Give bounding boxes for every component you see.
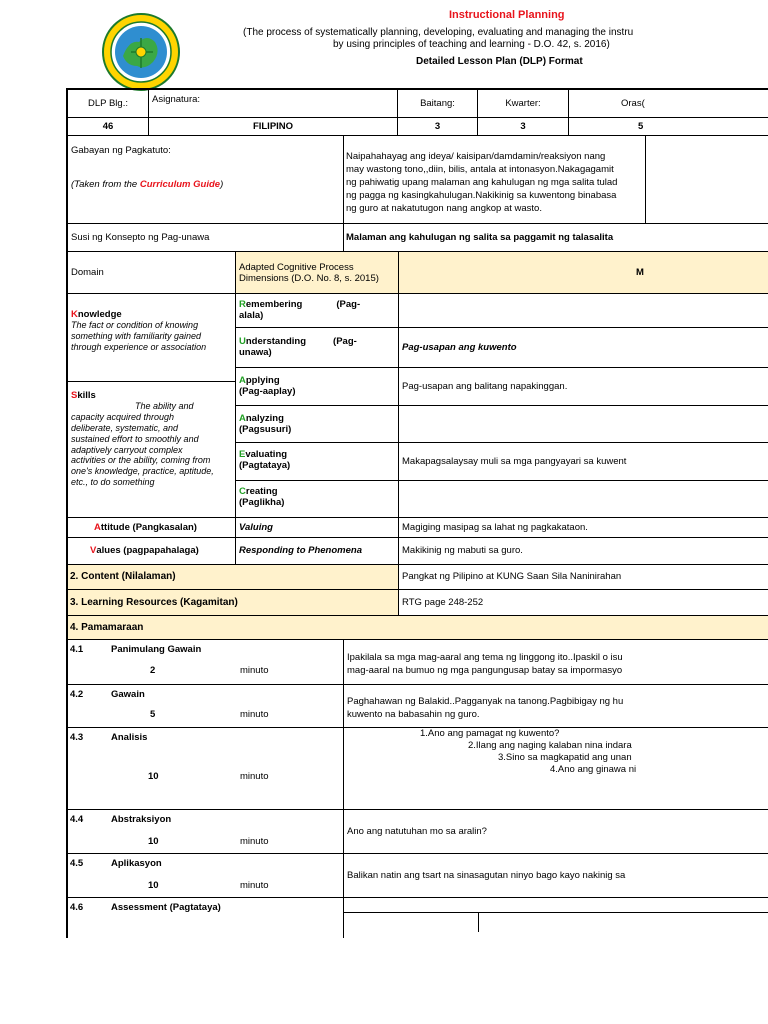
competency-label: Gabayan ng Pagkatuto:	[71, 145, 171, 156]
key-concept-value: Malaman ang kahulugan ng salita sa paggamit ng talasalita	[344, 224, 768, 252]
understanding-objective: Pag-usapan ang kuwento	[399, 328, 768, 368]
skills-domain: Skills The ability and capacity acquired through deliberate, systematic, and sustained effort to smoothly and adaptively carryout complex activities or the ability, coming from one's knowledge, practice, aptitude, etc., to do something	[66, 368, 236, 518]
dlp-number-value: 46	[66, 118, 149, 136]
attitude-objective: Magiging masipag sa lahat ng pagkakataon.	[399, 518, 768, 538]
step-4-1-description: Ipakilala sa mga mag-aaral ang tema ng linggong ito..Ipaskil o isu mag-aaral na bumuo ng mga pangungusap batay sa impormasyo	[344, 640, 768, 685]
competency-text: Naipahahayag ang ideya/ kaisipan/damdamin/reaksiyon nang may wastong tono,,diin, bilis, antala at intonasyon.Nakagagamit ng pahiwatig upang malaman ang kahulugan ng mga salita tulad ng pagga ng kasingkahulugan.Nakikinig sa kuwentong binabasa ng guro at nakatutugon nang angkop at wasto.	[344, 136, 646, 224]
step-4-4-description: Ano ang natutuhan mo sa aralin?	[344, 810, 768, 854]
step-4-5: 4.5 Aplikasyon 10 minuto	[66, 854, 344, 898]
key-concept-label: Susi ng Konsepto ng Pag-unawa	[66, 224, 344, 252]
remembering-objective	[399, 294, 768, 328]
step-4-2-description: Paghahawan ng Balakid..Pagganyak na tanong.Pagbibigay ng hu kuwento na babasahin ng guro.	[344, 685, 768, 728]
evaluating-dimension: Evaluating (Pagtataya)	[236, 443, 399, 481]
objectives-header: M	[399, 252, 768, 294]
step-4-3: 4.3 Analisis 10 minuto	[66, 728, 344, 810]
procedure-header: 4. Pamamaraan	[66, 616, 768, 640]
grade-value: 3	[398, 118, 478, 136]
time-label: Oras(	[569, 88, 768, 118]
curriculum-guide-text: Curriculum Guide	[139, 179, 221, 191]
attitude-domain: A ttitude (Pangkasalan)	[66, 518, 236, 538]
step-4-6: 4.6 Assessment (Pagtataya)	[66, 898, 344, 938]
applying-dimension: Applying (Pag-aaplay)	[236, 368, 399, 406]
competency-label-cell	[66, 136, 344, 224]
definition-line-2: by using principles of teaching and learning - D.O. 42, s. 2016)	[333, 39, 610, 50]
analyzing-objective	[399, 406, 768, 443]
remembering-dimension: Remembering (Pag- alala)	[236, 294, 399, 328]
step-4-2: 4.2 Gawain 5 minuto	[66, 685, 344, 728]
step-4-4: 4.4 Abstraksiyon 10 minuto	[66, 810, 344, 854]
grade-label: Baitang:	[398, 88, 478, 118]
definition-line-1: (The process of systematically planning, developing, evaluating and managing the instru	[243, 27, 634, 38]
deped-seal-logo	[101, 12, 181, 92]
assessment-column-1	[344, 912, 479, 932]
step-4-5-description: Balikan natin ang tsart na sinasagutan ninyo bago kayo nakinig sa	[344, 854, 768, 898]
quarter-label: Kwarter:	[478, 88, 569, 118]
content-value: Pangkat ng Pilipino at KUNG Saan Sila Naninirahan	[399, 565, 768, 590]
time-value: 5	[569, 118, 768, 136]
quarter-value: 3	[478, 118, 569, 136]
assessment-column-2	[479, 912, 768, 932]
instructional-planning-title: Instructional Planning	[449, 9, 565, 21]
applying-objective: Pag-usapan ang balitang napakinggan.	[399, 368, 768, 406]
competency-source: (Taken from the Curriculum Guide)	[71, 179, 224, 191]
values-domain: V alues (pagpapahalaga)	[66, 538, 236, 565]
dlp-format-title: Detailed Lesson Plan (DLP) Format	[416, 56, 583, 67]
values-dimension: Responding to Phenomena	[236, 538, 399, 565]
resources-value: RTG page 248-252	[399, 590, 768, 616]
step-4-1: 4.1 Panimulang Gawain 2 minuto	[66, 640, 344, 685]
subject-label: Asignatura:	[149, 88, 398, 118]
document-header	[0, 0, 768, 88]
creating-dimension: Creating (Paglikha)	[236, 481, 399, 518]
attitude-dimension: Valuing	[236, 518, 399, 538]
evaluating-objective: Makapagsalaysay muli sa mga pangyayari sa kuwent	[399, 443, 768, 481]
resources-label: 3. Learning Resources (Kagamitan)	[66, 590, 399, 616]
content-label: 2. Content (Nilalaman)	[66, 565, 399, 590]
cognitive-dimensions-header: Adapted Cognitive Process Dimensions (D.O. No. 8, s. 2015)	[236, 252, 399, 294]
knowledge-domain: Knowledge The fact or condition of knowing something with familiarity gained through experience or association	[66, 294, 236, 382]
understanding-dimension: Understanding (Pag- unawa)	[236, 328, 399, 368]
domain-header: Domain	[66, 252, 236, 294]
creating-objective	[399, 481, 768, 518]
lesson-plan-table	[66, 88, 768, 1024]
values-objective: Makikinig ng mabuti sa guro.	[399, 538, 768, 565]
step-4-3-questions: 1.Ano ang pamagat ng kuwento? 2.Ilang ang naging kalaban nina indara 3.Sino sa magkapatid ang unan 4.Ano ang ginawa ni	[344, 728, 768, 810]
analyzing-dimension: Analyzing (Pagsusuri)	[236, 406, 399, 443]
dlp-number-label: DLP Blg.:	[66, 88, 149, 118]
subject-value: FILIPINO	[149, 118, 398, 136]
